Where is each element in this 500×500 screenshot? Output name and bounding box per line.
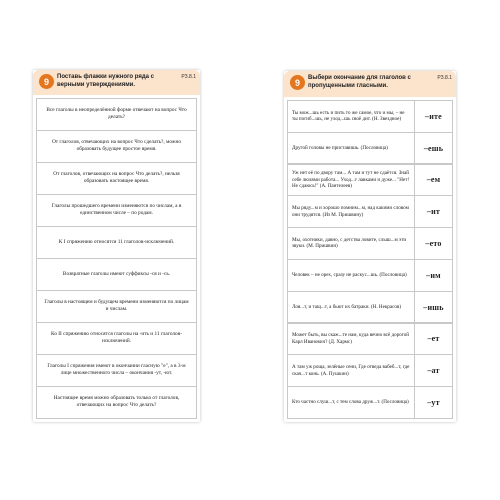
statement-row[interactable]: К I спряжению относятся 11 глаголов-исключений.: [36, 226, 197, 259]
statement-row[interactable]: Глаголы в настоящем и будущем времени изменяются по лицам и числам.: [36, 290, 197, 323]
sentence-text: Может быть, вы скаж...те нам, куда вечно всё дорогой Карл Иванович? (Д. Хармс): [287, 323, 415, 356]
statements-card-header: [33, 70, 200, 95]
ending-option[interactable]: –им: [415, 259, 453, 292]
sentence-row: [287, 100, 453, 133]
endings-list: [287, 100, 453, 418]
ending-option[interactable]: –ето: [415, 227, 453, 260]
ending-option[interactable]: –ишь: [415, 291, 453, 324]
ending-option[interactable]: –ат: [415, 354, 453, 387]
statement-row[interactable]: Ко II спряжению относятся глаголы на -ить и 11 глаголов-исключений.: [36, 322, 197, 355]
sentence-text: Ты мож...шь есть и пить то же самое, что и мы, – не ты погиб...шь, не уход...шь своё дит. (Н. Звездное): [287, 100, 415, 133]
endings-card-header: [284, 71, 456, 97]
ending-option[interactable]: –ем: [415, 164, 453, 197]
sentence-text: Уж нет её по двору там... А там и тут не сдаётся. Знай себе люлями работа... Уход...т лавками и дуже... "Нет! Не сдаюсь!" (А. Пантелеев): [287, 164, 415, 197]
sentence-text: Мы ряду...м и хорошо помним...м, над какими словом они трудятся. (Из М. Пришвину): [287, 195, 415, 228]
statement-row[interactable]: Настоящее время можно образовать только от глаголов, отвечающих на вопрос Что делать?: [36, 386, 197, 419]
endings-card-title: Выбери окончание для глаголов с пропущенными гласными.: [308, 75, 411, 89]
sentence-row: [287, 323, 453, 356]
sentence-text: Лов...т, и тащ...т, а бьют их батраки. (Н. Некрасов): [287, 291, 415, 324]
sentence-text: А там уж роща, зелёные сени, Где отведа вабеб...т, где скач...т конь. (А. Пушкин): [287, 354, 415, 387]
statements-list: [36, 98, 197, 418]
card-code: РЗ.8.1: [181, 74, 196, 80]
task-number-badge: 9: [39, 74, 54, 89]
sentence-row: [287, 132, 453, 165]
sentence-row: [287, 386, 453, 419]
sentence-row: [287, 164, 453, 197]
statement-row[interactable]: Глаголы I спряжения имеют в окончании гласную "е", а в 3-м лице множественного числа – окончания -ут, -ют.: [36, 354, 197, 387]
ending-option[interactable]: –ут: [415, 386, 453, 419]
statement-row[interactable]: От глаголов, отвечающих на вопрос Что сделать?, можно образовать будущее простое время.: [36, 130, 197, 163]
statements-card: [33, 70, 200, 422]
ending-option[interactable]: –ите: [415, 100, 453, 133]
sentence-row: [287, 291, 453, 324]
ending-option[interactable]: –ет: [415, 323, 453, 356]
sentence-row: [287, 195, 453, 228]
sentence-text: Мы, охотники, давно, с детства ловите, слыш...м эти звуки. (М. Пришвин): [287, 227, 415, 260]
statements-card-title: Поставь флажки нужного ряда с верными утверждениями.: [57, 74, 154, 88]
sentence-row: [287, 259, 453, 292]
card-code: РЗ.8.1: [437, 75, 452, 81]
ending-option[interactable]: –ешь: [415, 132, 453, 165]
sentence-row: [287, 354, 453, 387]
statement-row[interactable]: Глаголы прошедшего времени изменяются по числам, а в единственном числе – по родам.: [36, 194, 197, 227]
task-number-badge: 9: [290, 75, 305, 90]
endings-card: [284, 71, 456, 422]
sentence-text: Другой головы не приставишь. (Пословица): [287, 132, 415, 165]
ending-option[interactable]: –ит: [415, 195, 453, 228]
statement-row[interactable]: От глаголов, отвечающих на вопрос Что делать?, нельзя образовать настоящее время.: [36, 162, 197, 195]
sentence-text: Кто частно слуш...т, с тем слова друж...т. (Пословица): [287, 386, 415, 419]
sentence-row: [287, 227, 453, 260]
statement-row[interactable]: Возвратные глаголы имеют суффиксы -ся и -сь.: [36, 258, 197, 291]
sentence-text: Человек – не орех, сразу не раскус...шь. (Пословица): [287, 259, 415, 292]
statement-row[interactable]: Все глаголы в неопределённой форме отвечают на вопрос Что делать?: [36, 98, 197, 131]
